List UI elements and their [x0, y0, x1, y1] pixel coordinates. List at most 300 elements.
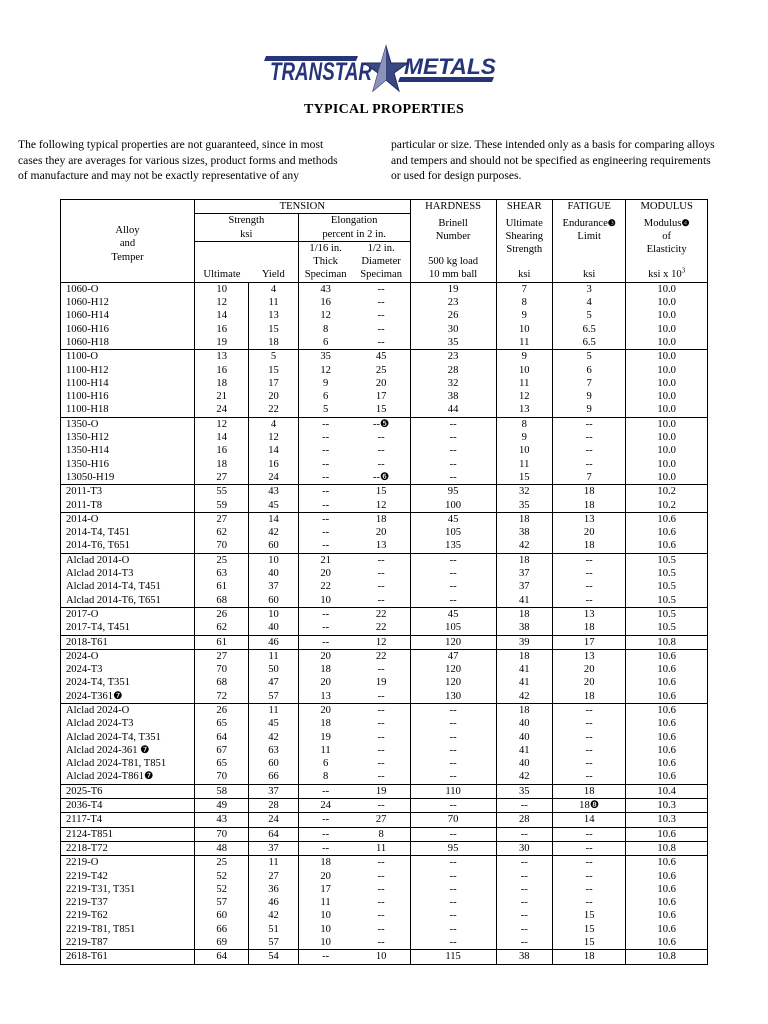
table-row: [61, 364, 708, 377]
brinell-hardness-cell: --: [410, 870, 496, 883]
elongation-thick-cell: 22: [298, 580, 352, 593]
alloy-temper-cell: 2011-T3: [61, 485, 195, 499]
brinell-hardness-cell: 26: [410, 309, 496, 322]
brinell-hardness-cell: 23: [410, 296, 496, 309]
fatigue-limit-cell: 6.5: [553, 336, 626, 350]
yield-strength-cell: 42: [249, 731, 298, 744]
modulus-cell: 10.6: [626, 883, 708, 896]
alloy-temper-cell: Alclad 2014-T4, T451: [61, 580, 195, 593]
yield-strength-cell: 47: [249, 676, 298, 689]
shear-strength-cell: 41: [496, 676, 553, 689]
modulus-cell: 10.0: [626, 403, 708, 417]
modulus-cell: 10.0: [626, 309, 708, 322]
elongation-thick-cell: 16: [298, 296, 352, 309]
yield-strength-cell: 46: [249, 635, 298, 649]
ultimate-strength-cell: 70: [195, 827, 249, 841]
brinell-hardness-cell: 45: [410, 607, 496, 621]
ultimate-strength-cell: 64: [195, 731, 249, 744]
modulus-cell: 10.6: [626, 539, 708, 553]
table-row: [61, 607, 708, 621]
fatigue-limit-cell: 15: [553, 923, 626, 936]
table-row: [61, 390, 708, 403]
brinell-header-line: Number: [435, 230, 471, 242]
modulus-cell: 10.6: [626, 827, 708, 841]
alloy-temper-cell: 2024-T361❼: [61, 690, 195, 704]
ultimate-strength-cell: 72: [195, 690, 249, 704]
thick-header-line: Thick: [313, 256, 338, 268]
shear-strength-cell: 35: [496, 499, 553, 513]
elongation-diameter-cell: 19: [353, 676, 411, 689]
fatigue-limit-cell: 13: [553, 649, 626, 663]
elongation-diameter-cell: --: [353, 458, 411, 471]
yield-strength-cell: 60: [249, 594, 298, 608]
alloy-temper-cell: 1350-H14: [61, 444, 195, 457]
table-row: [61, 594, 708, 608]
elongation-header: [298, 214, 410, 242]
limit-header-line: Limit: [577, 231, 601, 243]
ultimate-strength-cell: 64: [195, 950, 249, 964]
shear-strength-cell: 8: [496, 296, 553, 309]
yield-strength-cell: 37: [249, 841, 298, 855]
table-row: [61, 717, 708, 730]
shear-strength-cell: 18: [496, 607, 553, 621]
modulus-cell: 10.5: [626, 621, 708, 635]
fatigue-limit-cell: --: [553, 444, 626, 457]
alloy-temper-cell: Alclad 2024-T4, T351: [61, 731, 195, 744]
modulus-cell: 10.8: [626, 841, 708, 855]
thick-header-line: 1/16 in.: [309, 242, 342, 254]
shear-strength-cell: 11: [496, 336, 553, 350]
diameter-header-line: Diameter: [361, 256, 401, 268]
elongation-diameter-cell: --: [353, 663, 411, 676]
yield-strength-cell: 43: [249, 485, 298, 499]
elongation-thick-cell: --: [298, 526, 352, 539]
ultimate-strength-cell: 65: [195, 757, 249, 770]
alloy-temper-cell: 2219-T42: [61, 870, 195, 883]
modulus-cell: 10.8: [626, 950, 708, 964]
elongation-diameter-cell: --: [353, 883, 411, 896]
table-row: [61, 813, 708, 827]
elongation-diameter-cell: --: [353, 309, 411, 322]
ultimate-strength-cell: 68: [195, 594, 249, 608]
table-row: [61, 827, 708, 841]
table-row: [61, 744, 708, 757]
ultimate-strength-cell: 61: [195, 580, 249, 593]
modulus-cell: 10.0: [626, 336, 708, 350]
hardness-header: HARDNESS: [410, 200, 496, 214]
yield-strength-cell: 20: [249, 390, 298, 403]
fatigue-limit-cell: --: [553, 757, 626, 770]
yield-strength-cell: 37: [249, 580, 298, 593]
elongation-thick-cell: --: [298, 444, 352, 457]
fatigue-limit-cell: 20: [553, 526, 626, 539]
shear-strength-cell: 41: [496, 744, 553, 757]
elongation-diameter-cell: --❻: [353, 471, 411, 485]
brinell-hardness-cell: 120: [410, 663, 496, 676]
elongation-thick-cell: 17: [298, 883, 352, 896]
brinell-hardness-cell: --: [410, 417, 496, 431]
modulus-cell: 10.6: [626, 909, 708, 922]
alloy-temper-cell: 1100-O: [61, 350, 195, 364]
elongation-diameter-cell: 10: [353, 950, 411, 964]
ultimate-strength-cell: 68: [195, 676, 249, 689]
fatigue-limit-cell: 20: [553, 676, 626, 689]
ultimate-strength-cell: 43: [195, 813, 249, 827]
shear-strength-cell: 18: [496, 703, 553, 717]
brinell-hardness-cell: --: [410, 909, 496, 922]
diameter-header-line: 1/2 in.: [367, 242, 395, 254]
table-row: [61, 770, 708, 784]
table-row: [61, 870, 708, 883]
table-row: [61, 444, 708, 457]
diameter-header-line: Speciman: [360, 269, 403, 281]
ultimate-strength-cell: 67: [195, 744, 249, 757]
elongation-diameter-cell: --: [353, 323, 411, 336]
elongation-thick-cell: 12: [298, 309, 352, 322]
modulus-cell: 10.5: [626, 567, 708, 580]
yield-strength-cell: 40: [249, 621, 298, 635]
yield-strength-cell: 54: [249, 950, 298, 964]
shear-strength-cell: 37: [496, 567, 553, 580]
elongation-diameter-cell: --: [353, 936, 411, 950]
alloy-temper-cell: 1350-H16: [61, 458, 195, 471]
modulus-header-line: [626, 217, 707, 230]
modulus-cell: 10.6: [626, 717, 708, 730]
brinell-hardness-cell: 135: [410, 539, 496, 553]
elongation-diameter-cell: 11: [353, 841, 411, 855]
shear-strength-cell: 39: [496, 635, 553, 649]
modulus-cell: 10.2: [626, 499, 708, 513]
brinell-hardness-cell: 23: [410, 350, 496, 364]
shear-strength-cell: 11: [496, 377, 553, 390]
shear-strength-cell: --: [496, 923, 553, 936]
brinell-hardness-cell: 105: [410, 621, 496, 635]
shear-strength-cell: 32: [496, 485, 553, 499]
fatigue-limit-cell: 18: [553, 784, 626, 798]
elongation-diameter-cell: 12: [353, 499, 411, 513]
alloy-temper-cell: Alclad 2024-O: [61, 703, 195, 717]
yield-strength-cell: 66: [249, 770, 298, 784]
modulus-cell: 10.5: [626, 594, 708, 608]
yield-strength-cell: 4: [249, 417, 298, 431]
fatigue-limit-cell: --: [553, 580, 626, 593]
yield-strength-cell: 22: [249, 403, 298, 417]
yield-strength-cell: 10: [249, 553, 298, 567]
table-header: [61, 200, 708, 283]
intro-line: cases they are averages for various sizes, product forms and methods: [18, 153, 338, 167]
fatigue-limit-cell: 20: [553, 663, 626, 676]
elongation-header-line: percent in 2 in.: [322, 228, 386, 240]
intro-paragraph-right: [391, 137, 753, 184]
elongation-thick-cell: --: [298, 827, 352, 841]
yield-strength-cell: 64: [249, 827, 298, 841]
shear-strength-cell: 10: [496, 364, 553, 377]
elongation-diameter-cell: --: [353, 444, 411, 457]
brinell-hardness-cell: 35: [410, 336, 496, 350]
modulus-cell: 10.6: [626, 676, 708, 689]
alloy-temper-cell: 2024-T3: [61, 663, 195, 676]
elongation-diameter-cell: 8: [353, 827, 411, 841]
fatigue-limit-cell: 5: [553, 350, 626, 364]
table-body: [61, 282, 708, 964]
elongation-thick-cell: 18: [298, 856, 352, 870]
brinell-hardness-cell: 95: [410, 841, 496, 855]
shear-strength-cell: 30: [496, 841, 553, 855]
elongation-thick-cell: 10: [298, 594, 352, 608]
yield-strength-cell: 12: [249, 431, 298, 444]
alloy-header-line: Temper: [111, 251, 144, 263]
elongation-diameter-cell: --: [353, 594, 411, 608]
shear-strength-cell: 41: [496, 663, 553, 676]
strength-header-line: ksi: [240, 228, 253, 240]
yield-strength-cell: 15: [249, 364, 298, 377]
ultimate-strength-cell: 70: [195, 770, 249, 784]
yield-strength-cell: 40: [249, 567, 298, 580]
modulus-cell: 10.0: [626, 282, 708, 296]
ultimate-strength-cell: 18: [195, 377, 249, 390]
modulus-cell: 10.0: [626, 417, 708, 431]
brinell-hardness-cell: --: [410, 923, 496, 936]
brinell-hardness-cell: --: [410, 471, 496, 485]
endurance-header-line: [553, 217, 625, 230]
modulus-unit: [626, 268, 707, 281]
brinell-hardness-cell: 47: [410, 649, 496, 663]
elongation-thick-cell: 19: [298, 731, 352, 744]
table-row: [61, 690, 708, 704]
shear-strength-cell: 10: [496, 444, 553, 457]
modulus-cell: 10.0: [626, 350, 708, 364]
yield-strength-cell: 57: [249, 936, 298, 950]
alloy-temper-cell: 2014-T4, T451: [61, 526, 195, 539]
alloy-temper-cell: 1100-H12: [61, 364, 195, 377]
table-row: [61, 336, 708, 350]
ultimate-strength-cell: 16: [195, 323, 249, 336]
table-row: [61, 936, 708, 950]
elongation-diameter-cell: 19: [353, 784, 411, 798]
elongation-diameter-cell: --: [353, 870, 411, 883]
ultimate-strength-cell: 52: [195, 883, 249, 896]
alloy-temper-cell: 1060-H12: [61, 296, 195, 309]
elongation-thick-cell: 10: [298, 909, 352, 922]
shear-header-line: Shearing: [505, 230, 544, 242]
alloy-temper-cell: 2219-T62: [61, 909, 195, 922]
elongation-thick-cell: 11: [298, 896, 352, 909]
shear-strength-cell: 9: [496, 309, 553, 322]
table-row: [61, 350, 708, 364]
alloy-temper-cell: 13050-H19: [61, 471, 195, 485]
yield-strength-cell: 42: [249, 909, 298, 922]
brinell-hardness-cell: --: [410, 744, 496, 757]
fatigue-limit-cell: 3: [553, 282, 626, 296]
shear-strength-cell: 10: [496, 323, 553, 336]
fatigue-limit-cell: --: [553, 841, 626, 855]
alloy-header-line: and: [119, 238, 136, 250]
elongation-thick-cell: 5: [298, 403, 352, 417]
ultimate-strength-cell: 26: [195, 703, 249, 717]
alloy-temper-cell: 2219-T81, T851: [61, 923, 195, 936]
elongation-thick-cell: --: [298, 431, 352, 444]
brinell-hardness-cell: 19: [410, 282, 496, 296]
fatigue-limit-cell: 18: [553, 539, 626, 553]
elongation-diameter-cell: 20: [353, 526, 411, 539]
alloy-temper-cell: 1060-H16: [61, 323, 195, 336]
alloy-temper-cell: Alclad 2014-T6, T651: [61, 594, 195, 608]
elongation-diameter-cell: 17: [353, 390, 411, 403]
elongation-thick-cell: 43: [298, 282, 352, 296]
intro-line: particular or size. These intended only as a basis for comparing alloys: [391, 138, 715, 151]
table-row: [61, 841, 708, 855]
modulus-elasticity-header: [626, 214, 708, 282]
elongation-thick-cell: 6: [298, 757, 352, 770]
elongation-thick-cell: --: [298, 471, 352, 485]
elongation-diameter-cell: 45: [353, 350, 411, 364]
alloy-temper-cell: 2024-T4, T351: [61, 676, 195, 689]
brinell-hardness-cell: --: [410, 553, 496, 567]
elongation-diameter-cell: 12: [353, 635, 411, 649]
modulus-unit-label: ksi x 10: [648, 269, 682, 281]
alloy-temper-cell: 2018-T61: [61, 635, 195, 649]
thick-header-line: Speciman: [304, 269, 347, 281]
elongation-header-line: Elongation: [330, 215, 378, 227]
brinell-hardness-cell: 70: [410, 813, 496, 827]
brinell-hardness-cell: --: [410, 444, 496, 457]
fatigue-limit-cell: --: [553, 827, 626, 841]
fatigue-limit-cell: 9: [553, 403, 626, 417]
yield-strength-cell: 51: [249, 923, 298, 936]
brinell-hardness-cell: 120: [410, 635, 496, 649]
yield-strength-cell: 10: [249, 607, 298, 621]
fatigue-limit-cell: --: [553, 770, 626, 784]
elongation-diameter-cell: --: [353, 770, 411, 784]
ultimate-strength-cell: 26: [195, 607, 249, 621]
intro-line: of manufacture and may not be exactly representative of any: [18, 169, 300, 183]
brinell-unit-line: 10 mm ball: [428, 269, 478, 281]
alloy-temper-cell: 2036-T4: [61, 799, 195, 813]
ultimate-strength-cell: 18: [195, 458, 249, 471]
shear-strength-cell: 18: [496, 553, 553, 567]
alloy-temper-cell: 2017-T4, T451: [61, 621, 195, 635]
elongation-diameter-cell: --: [353, 431, 411, 444]
endurance-label: Endurance: [562, 217, 608, 229]
table-row: [61, 526, 708, 539]
brinell-hardness-cell: --: [410, 799, 496, 813]
alloy-temper-cell: 2618-T61: [61, 950, 195, 964]
yield-strength-cell: 4: [249, 282, 298, 296]
brinell-hardness-cell: 115: [410, 950, 496, 964]
alloy-temper-cell: Alclad 2024-T81, T851: [61, 757, 195, 770]
brinell-hardness-cell: 28: [410, 364, 496, 377]
strength-header-line: Strength: [228, 215, 265, 227]
table-row: [61, 282, 708, 296]
alloy-temper-cell: 1350-H12: [61, 431, 195, 444]
elongation-diameter-cell: --: [353, 923, 411, 936]
shear-strength-cell: 38: [496, 950, 553, 964]
elongation-thick-cell: 6: [298, 390, 352, 403]
modulus-cell: 10.6: [626, 936, 708, 950]
table-row: [61, 703, 708, 717]
modulus-cell: 10.0: [626, 444, 708, 457]
ultimate-strength-cell: 25: [195, 553, 249, 567]
brinell-unit-line: 500 kg load: [428, 256, 479, 268]
ultimate-strength-cell: 55: [195, 485, 249, 499]
yield-strength-cell: 24: [249, 813, 298, 827]
alloy-temper-cell: Alclad 2024-361 ❼: [61, 744, 195, 757]
elongation-thick-cell: --: [298, 784, 352, 798]
alloy-temper-cell: 2219-T87: [61, 936, 195, 950]
yield-strength-cell: 28: [249, 799, 298, 813]
table-row: [61, 539, 708, 553]
modulus-cell: 10.6: [626, 757, 708, 770]
elongation-thick-cell: 20: [298, 567, 352, 580]
fatigue-limit-cell: 9: [553, 390, 626, 403]
logo-text-right: METALS: [404, 54, 497, 79]
table-row: [61, 553, 708, 567]
alloy-temper-cell: Alclad 2024-T3: [61, 717, 195, 730]
ultimate-strength-cell: 12: [195, 296, 249, 309]
alloy-temper-cell: 1100-H14: [61, 377, 195, 390]
fatigue-limit-cell: --: [553, 567, 626, 580]
modulus-cell: 10.6: [626, 703, 708, 717]
brinell-hardness-cell: 45: [410, 512, 496, 526]
elongation-diameter-cell: --: [353, 896, 411, 909]
alloy-temper-cell: 2014-O: [61, 512, 195, 526]
elongation-thick-cell: 35: [298, 350, 352, 364]
alloy-temper-cell: Alclad 2014-O: [61, 553, 195, 567]
ultimate-strength-cell: 27: [195, 649, 249, 663]
fatigue-limit-cell: --: [553, 896, 626, 909]
modulus-cell: 10.3: [626, 799, 708, 813]
modulus-cell: 10.6: [626, 896, 708, 909]
shear-strength-cell: 15: [496, 471, 553, 485]
yield-strength-cell: 37: [249, 784, 298, 798]
brinell-hardness-cell: --: [410, 757, 496, 770]
alloy-temper-cell: 2219-T37: [61, 896, 195, 909]
shear-strength-cell: --: [496, 909, 553, 922]
fatigue-limit-cell: 18: [553, 499, 626, 513]
brinell-hardness-cell: 44: [410, 403, 496, 417]
alloy-temper-cell: Alclad 2024-T861❼: [61, 770, 195, 784]
modulus-cell: 10.6: [626, 744, 708, 757]
yield-strength-cell: 36: [249, 883, 298, 896]
ultimate-strength-cell: 25: [195, 856, 249, 870]
modulus-cell: 10.6: [626, 526, 708, 539]
modulus-cell: 10.3: [626, 813, 708, 827]
modulus-cell: 10.0: [626, 296, 708, 309]
modulus-cell: 10.2: [626, 485, 708, 499]
brinell-hardness-cell: --: [410, 896, 496, 909]
alloy-temper-cell: Alclad 2014-T3: [61, 567, 195, 580]
shear-strength-cell: 13: [496, 403, 553, 417]
table-row: [61, 950, 708, 964]
table-row: [61, 377, 708, 390]
elongation-thick-cell: --: [298, 635, 352, 649]
table-row: [61, 649, 708, 663]
yield-header: Yield: [249, 241, 298, 282]
alloy-temper-cell: 1060-H14: [61, 309, 195, 322]
brinell-hardness-cell: 100: [410, 499, 496, 513]
ultimate-strength-cell: 48: [195, 841, 249, 855]
brinell-hardness-cell: 95: [410, 485, 496, 499]
table-row: [61, 799, 708, 813]
modulus-cell: 10.6: [626, 663, 708, 676]
elongation-diameter-cell: 22: [353, 607, 411, 621]
shear-strength-cell: --: [496, 827, 553, 841]
elongation-diameter-cell: 27: [353, 813, 411, 827]
elongation-thick-cell: 18: [298, 663, 352, 676]
shear-strength-cell: 28: [496, 813, 553, 827]
fatigue-limit-cell: 18: [553, 950, 626, 964]
shear-strength-cell: --: [496, 883, 553, 896]
